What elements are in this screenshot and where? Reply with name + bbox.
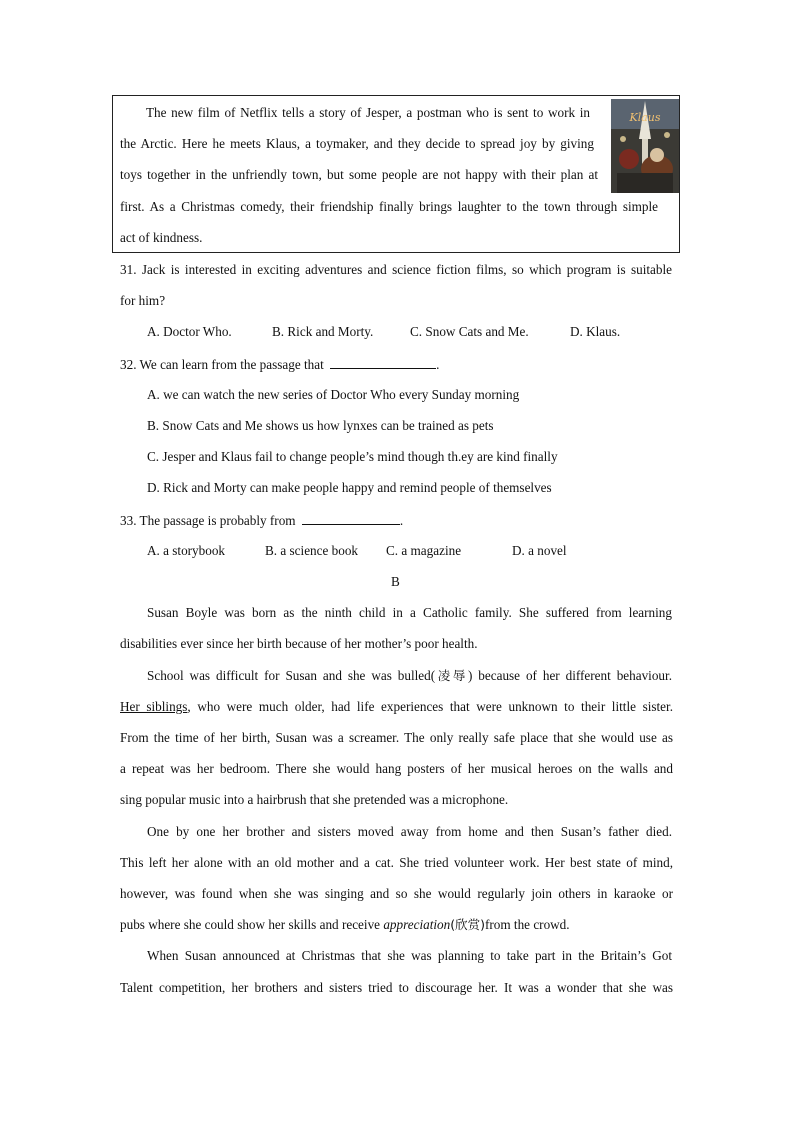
q31-option-b: B. Rick and Morty. [272, 324, 374, 339]
b-p2-line-2-rest: , who were much older, had life experiences that were unknown to their little sister. [187, 699, 673, 714]
q31-option-c: C. Snow Cats and Me. [410, 324, 529, 339]
b-p2-line-5: sing popular music into a hairbrush that she pretended was a microphone. [120, 792, 509, 807]
section-b-heading: B [391, 574, 400, 589]
b-p3-line-4-post: from the crowd. [484, 917, 570, 932]
b-p1-line-2: disabilities ever since her birth because of her mother’s poor health. [120, 636, 478, 651]
q33-option-c: C. a magazine [386, 543, 462, 558]
b-p3-line-4-pre: pubs where she could show her skills and receive [120, 917, 384, 932]
question-33-stem-line [120, 512, 403, 529]
q32-option-d: D. Rick and Morty can make people happy and remind people of themselves [147, 480, 552, 495]
b-p3-line-1: One by one her brother and sisters moved away from home and then Susan’s father died. [147, 824, 672, 839]
b-p3-line-4-cn: (欣赏) [450, 917, 485, 932]
klaus-movie-poster-icon [611, 99, 679, 193]
b-p3-line-2: This left her alone with an old mother and a cat. She tried volunteer work. Her best state of mind, [120, 855, 673, 870]
question-32-stem-line [120, 356, 439, 373]
b-p2-line-1-post: ) because of her different behaviour. [467, 668, 672, 683]
b-p3-line-4 [120, 917, 570, 933]
b-p3-line-3: however, was found when she was singing and so she would regularly join others in karaoke or [120, 886, 673, 901]
passage-a-line-2: the Arctic. Here he meets Klaus, a toymaker, and they decide to spread joy by giving [120, 136, 594, 151]
q33-option-b: B. a science book [265, 543, 359, 558]
poster-graphic [611, 99, 679, 193]
italic-word: appreciation [383, 917, 451, 932]
b-p4-line-1: When Susan announced at Christmas that she was planning to take part in the Britain’s Got [147, 948, 672, 963]
passage-a-line-5: act of kindness. [120, 230, 203, 245]
poster-title: Klaus [629, 111, 661, 124]
passage-a-line-3: toys together in the unfriendly town, but some people are not happy with their plan at [120, 167, 598, 182]
question-32-end: . [436, 357, 440, 372]
question-33-stem: 33. The passage is probably from [120, 513, 296, 528]
q32-option-c: C. Jesper and Klaus fail to change people’s mind though th.ey are kind finally [147, 449, 558, 464]
q33-option-a: A. a storybook [147, 543, 226, 558]
passage-a-line-1: The new film of Netflix tells a story of Jesper, a postman who is sent to work in [146, 105, 590, 120]
q32-option-a: A. we can watch the new series of Doctor Who every Sunday morning [147, 387, 520, 402]
b-p2-line-3: From the time of her birth, Susan was a screamer. The only really safe place that she would use as [120, 730, 673, 745]
q31-option-d: D. Klaus. [570, 324, 621, 339]
underlined-phrase: Her siblings [120, 699, 188, 714]
q31-option-a: A. Doctor Who. [147, 324, 232, 339]
question-31-stem-cont: for him? [120, 293, 166, 308]
b-p2-line-1 [147, 668, 672, 684]
b-p1-line-1: Susan Boyle was born as the ninth child in a Catholic family. She suffered from learning [147, 605, 672, 620]
answer-blank [330, 356, 436, 369]
q33-option-d: D. a novel [512, 543, 567, 558]
question-31-stem: 31. Jack is interested in exciting adventures and science fiction films, so which program is suitable [120, 262, 672, 277]
question-33-end: . [399, 513, 404, 528]
b-p2-line-1-pre: School was difficult for Susan and she was bulled( [147, 668, 436, 683]
answer-blank [302, 512, 400, 525]
q32-option-b: B. Snow Cats and Me shows us how lynxes can be trained as pets [147, 418, 494, 433]
b-p2-line-4: a repeat was her bedroom. There she would hang posters of her musical heroes on the walls and [120, 761, 673, 776]
b-p4-line-2: Talent competition, her brothers and sisters tried to discourage her. It was a wonder that she was [120, 980, 673, 995]
question-32-stem: 32. We can learn from the passage that [120, 357, 324, 372]
passage-a-line-4: first. As a Christmas comedy, their friendship finally brings laughter to the town through simple [120, 199, 658, 214]
b-p2-line-2 [120, 699, 673, 715]
b-p2-line-1-cn: 凌辱 [435, 668, 468, 683]
